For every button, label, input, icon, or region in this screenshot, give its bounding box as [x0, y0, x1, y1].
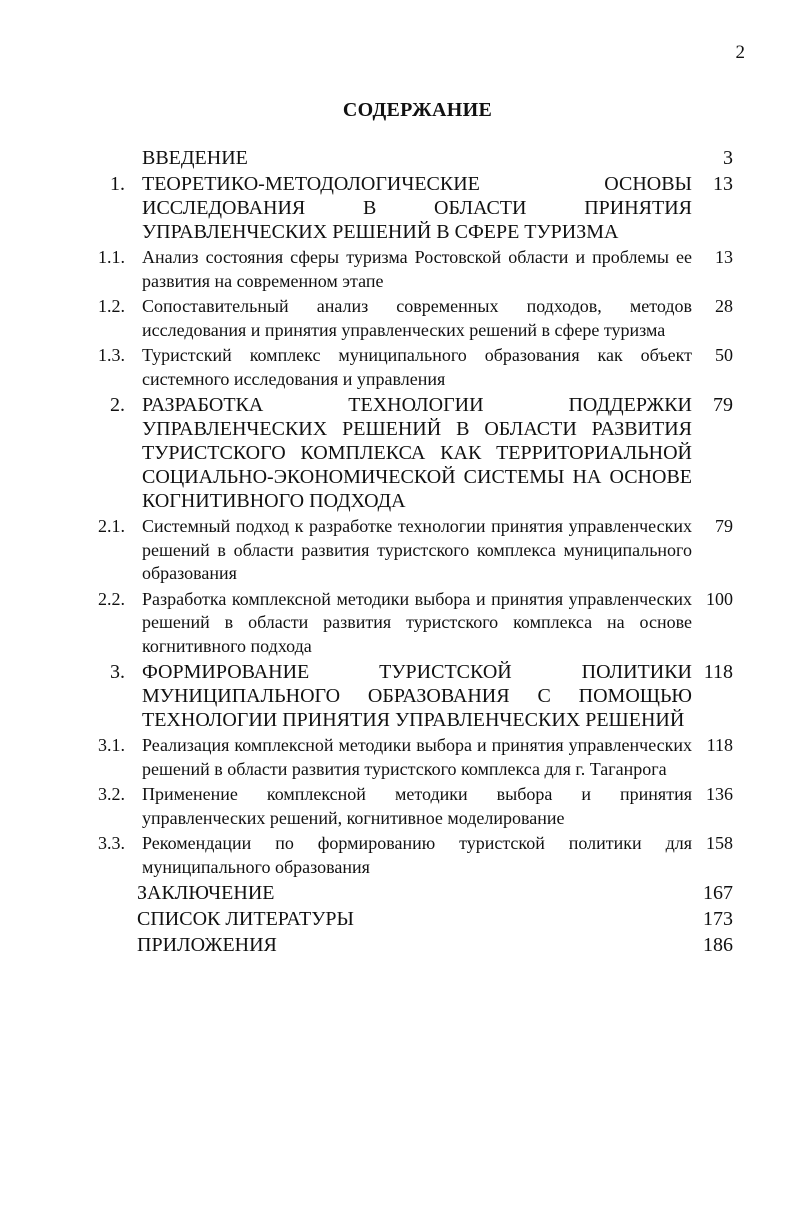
toc-entry-page: 13 — [715, 247, 733, 267]
toc-entry-title: Реализация комплексной методики выбора и принятия управленческих решений в области развития туристского комплекса для г. Таганрога — [142, 735, 692, 779]
toc-entry-page: 28 — [715, 296, 733, 316]
toc-entry-title: Рекомендации по формированию туристской политики для муниципального образования — [142, 833, 692, 877]
toc-entry-title: Сопоставительный анализ современных подходов, методов исследования и принятия управленческих решений в сфере туризма — [142, 296, 692, 340]
toc-entry-title: РАЗРАБОТКА ТЕХНОЛОГИИ ПОДДЕРЖКИ УПРАВЛЕНЧЕСКИХ РЕШЕНИЙ В ОБЛАСТИ РАЗВИТИЯ ТУРИСТСКОГО КОМПЛЕКСА КАК ТЕРРИТОРИАЛЬНОЙ СОЦИАЛЬНО-ЭКОНОМИЧЕСКОЙ СИСТЕМЫ НА ОСНОВЕ КОГНИТИВНОГО ПОДХОДА — [142, 394, 692, 512]
toc-entry-title: Туристский комплекс муниципального образования как объект системного исследования и управления — [142, 345, 692, 389]
toc-entry-chapter-2[interactable] — [0, 393, 795, 513]
toc-entry-section-3-1[interactable] — [0, 734, 795, 781]
toc-entry-page: 50 — [715, 345, 733, 365]
toc-entry-number: 3.2. — [98, 784, 125, 804]
toc-entry-section-1-2[interactable] — [0, 295, 795, 342]
toc-entry-section-1-3[interactable] — [0, 344, 795, 391]
toc-entry-title: ВВЕДЕНИЕ — [142, 147, 248, 169]
toc-entry-title: ФОРМИРОВАНИЕ ТУРИСТСКОЙ ПОЛИТИКИ МУНИЦИПАЛЬНОГО ОБРАЗОВАНИЯ С ПОМОЩЬЮ ТЕХНОЛОГИИ ПРИНЯТИЯ УПРАВЛЕНЧЕСКИХ РЕШЕНИЙ — [142, 661, 692, 731]
toc-entry-title: ЗАКЛЮЧЕНИЕ — [137, 882, 275, 904]
toc-entry-page: 167 — [703, 882, 733, 904]
toc-entry-title: ПРИЛОЖЕНИЯ — [137, 934, 277, 956]
toc-entry-page: 186 — [703, 934, 733, 956]
toc-entry-page: 118 — [706, 735, 733, 755]
toc-entry-page: 158 — [706, 833, 733, 853]
toc-entry-title: Применение комплексной методики выбора и принятия управленческих решений, когнитивное моделирование — [142, 784, 692, 828]
toc-entry-page: 100 — [706, 588, 733, 609]
toc-entry-chapter-1[interactable] — [0, 172, 795, 244]
page-title: СОДЕРЖАНИЕ — [342, 99, 493, 121]
toc-entry-appendices[interactable] — [0, 933, 795, 957]
toc-entry-number: 1.3. — [98, 345, 125, 365]
toc-entry-number: 1.1. — [98, 247, 125, 267]
toc-entry-conclusion[interactable] — [0, 881, 795, 905]
toc-entry-number: 2.2. — [98, 588, 125, 609]
toc-entry-section-2-1[interactable] — [0, 515, 795, 586]
toc-entry-number: 1.2. — [98, 296, 125, 316]
toc-entry-chapter-3[interactable] — [0, 660, 795, 732]
toc-entry-section-3-3[interactable] — [0, 832, 795, 879]
toc-entry-title: Анализ состояния сферы туризма Ростовской области и проблемы ее развития на современном этапе — [142, 247, 692, 291]
page-number: 2 — [735, 42, 745, 63]
toc-entry-page: 13 — [713, 173, 733, 195]
toc-entry-number: 2. — [110, 394, 125, 416]
toc-entry-section-1-1[interactable] — [0, 246, 795, 293]
toc-entry-introduction[interactable] — [0, 146, 795, 170]
toc-entry-page: 118 — [703, 661, 733, 683]
toc-entry-page: 79 — [715, 516, 733, 536]
toc-entry-page: 3 — [723, 147, 733, 169]
table-of-contents — [0, 146, 795, 959]
toc-entry-title: Системный подход к разработке технологии принятия управленческих решений в области развития туристского комплекса муниципального образования — [142, 516, 692, 583]
toc-entry-references[interactable] — [0, 907, 795, 931]
toc-entry-title: СПИСОК ЛИТЕРАТУРЫ — [137, 908, 354, 930]
toc-entry-section-2-2[interactable] — [0, 588, 795, 659]
toc-entry-number: 3.3. — [98, 833, 125, 853]
toc-entry-title: ТЕОРЕТИКО-МЕТОДОЛОГИЧЕСКИЕ ОСНОВЫ ИССЛЕДОВАНИЯ В ОБЛАСТИ ПРИНЯТИЯ УПРАВЛЕНЧЕСКИХ РЕШЕНИЙ В СФЕРЕ ТУРИЗМА — [142, 173, 692, 243]
toc-entry-number: 2.1. — [98, 516, 125, 536]
toc-entry-number: 3. — [110, 661, 125, 683]
toc-entry-title: Разработка комплексной методики выбора и принятия управленческих решений в области развития туристского комплекса на основе когнитивного подхода — [142, 588, 692, 656]
toc-entry-number: 3.1. — [98, 735, 125, 755]
toc-entry-page: 173 — [703, 908, 733, 930]
toc-entry-number: 1. — [110, 173, 125, 195]
toc-entry-page: 136 — [706, 784, 733, 804]
toc-entry-page: 79 — [713, 394, 733, 416]
toc-entry-section-3-2[interactable] — [0, 783, 795, 830]
